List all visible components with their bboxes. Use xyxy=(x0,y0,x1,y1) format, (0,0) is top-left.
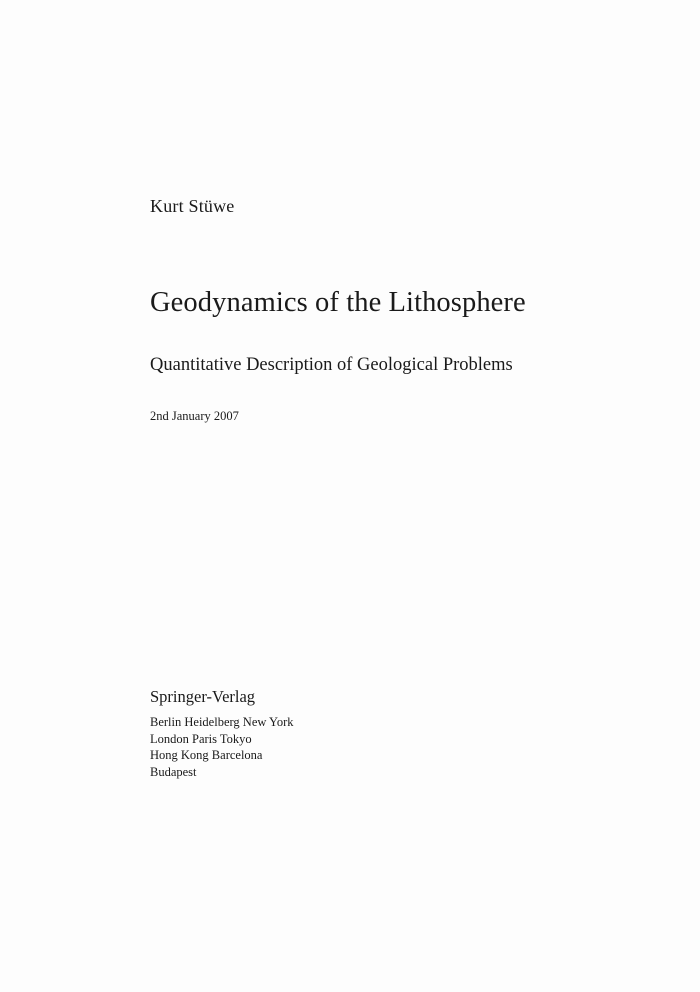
publication-date: 2nd January 2007 xyxy=(150,409,239,423)
city-line: Budapest xyxy=(150,764,197,779)
author-name: Kurt Stüwe xyxy=(150,196,235,216)
city-line: Berlin Heidelberg New York xyxy=(150,715,294,729)
book-subtitle: Quantitative Description of Geological Problems xyxy=(150,355,513,375)
publisher-name: Springer-Verlag xyxy=(150,687,256,706)
publisher-cities xyxy=(150,714,294,780)
book-title: Geodynamics of the Lithosphere xyxy=(150,287,526,318)
city-line: London Paris Tokyo xyxy=(150,731,252,746)
city-line: Hong Kong Barcelona xyxy=(150,748,263,762)
